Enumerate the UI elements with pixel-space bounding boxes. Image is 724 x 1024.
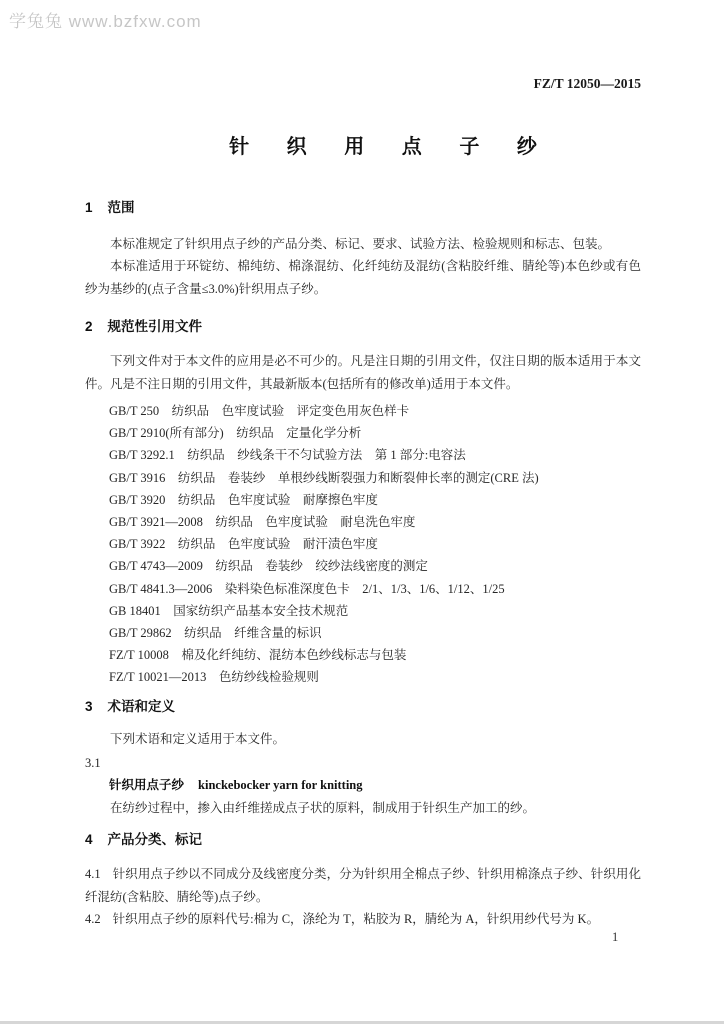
section-2-heading bbox=[85, 318, 641, 335]
page-content bbox=[85, 0, 641, 931]
section-3-heading bbox=[85, 698, 641, 715]
term-definition-text: 在纺纱过程中，掺入由纤维搓成点子状的原料，制成用于针织生产加工的纱。 bbox=[110, 800, 536, 815]
section-1-heading bbox=[85, 199, 641, 216]
section-3-number: 3 bbox=[85, 698, 93, 714]
reference-item: GB/T 3292.1 纺织品 纱线条干不匀试验方法 第 1 部分:电容法 bbox=[109, 448, 466, 463]
clause-4-2-number: 4.2 bbox=[85, 912, 101, 927]
term-chinese: 针织用点子纱 bbox=[109, 778, 185, 793]
scope-paragraph-2: 本标准适用于环锭纺、棉纯纺、棉涤混纺、化纤纯纺及混纺(含粘胶纤维、腈纶等)本色纱或有色纱为基纱的(点子含量≤3.0%)针织用点子纱。 bbox=[85, 259, 641, 296]
references-intro: 下列文件对于本文件的应用是必不可少的。凡是注日期的引用文件，仅注日期的版本适用于本文件。凡是不注日期的引用文件，其最新版本(包括所有的修改单)适用于本文件。 bbox=[85, 354, 641, 391]
section-1-title: 范围 bbox=[107, 200, 135, 215]
section-2-number: 2 bbox=[85, 319, 93, 335]
reference-item: GB 18401 国家纺织产品基本安全技术规范 bbox=[109, 603, 349, 618]
reference-item: GB/T 3921—2008 纺织品 色牢度试验 耐皂洗色牢度 bbox=[109, 515, 416, 530]
term-definition-heading bbox=[85, 774, 641, 796]
reference-item: GB/T 3922 纺织品 色牢度试验 耐汗渍色牢度 bbox=[109, 537, 378, 552]
clause-4-2 bbox=[85, 908, 641, 930]
term-english: kinckebocker yarn for knitting bbox=[198, 778, 363, 793]
clause-4-1-text: 针织用点子纱以不同成分及线密度分类，分为针织用全棉点子纱、针织用棉涤点子纱、针织用化纤混纺(含粘胶、腈纶等)点子纱。 bbox=[85, 867, 641, 904]
clause-4-1 bbox=[85, 863, 641, 908]
term-number: 3.1 bbox=[85, 756, 101, 771]
section-4-title: 产品分类、标记 bbox=[107, 832, 203, 848]
reference-item: FZ/T 10021—2013 色纺纱线检验规则 bbox=[109, 670, 319, 685]
scope-paragraph-1: 本标准规定了针织用点子纱的产品分类、标记、要求、试验方法、检验规则和标志、包装。 bbox=[110, 237, 611, 251]
page-number: 1 bbox=[612, 930, 619, 944]
reference-item: GB/T 3920 纺织品 色牢度试验 耐摩擦色牢度 bbox=[109, 492, 378, 507]
references-list bbox=[85, 400, 641, 689]
reference-item: GB/T 250 纺织品 色牢度试验 评定变色用灰色样卡 bbox=[109, 404, 410, 419]
terms-intro: 下列术语和定义适用于本文件。 bbox=[110, 731, 286, 746]
section-3-title: 术语和定义 bbox=[107, 698, 176, 714]
reference-item: FZ/T 10008 棉及化纤纯纺、混纺本色纱线标志与包装 bbox=[109, 648, 407, 663]
reference-item: GB/T 4743—2009 纺织品 卷装纱 绞纱法线密度的测定 bbox=[109, 559, 428, 574]
section-2-title: 规范性引用文件 bbox=[107, 319, 203, 335]
section-4-heading bbox=[85, 831, 641, 848]
reference-item: GB/T 4841.3—2006 染料染色标准深度色卡 2/1、1/3、1/6、1/12、1/25 bbox=[109, 581, 505, 596]
section-1-number: 1 bbox=[85, 200, 93, 215]
watermark: 学兔兔 www.bzfxw.com bbox=[9, 12, 202, 31]
document-title: 针 织 用 点 子 纱 bbox=[229, 136, 553, 158]
clause-4-2-text: 针织用点子纱的原料代号:棉为 C，涤纶为 T，粘胶为 R，腈纶为 A，针织用纱代号为 K。 bbox=[112, 912, 600, 927]
reference-item: GB/T 29862 纺织品 纤维含量的标识 bbox=[109, 626, 322, 641]
reference-item: GB/T 2910(所有部分) 纺织品 定量化学分析 bbox=[109, 426, 362, 441]
reference-item: GB/T 3916 纺织品 卷装纱 单根纱线断裂强力和断裂伸长率的测定(CRE 法) bbox=[109, 470, 539, 485]
section-4-number: 4 bbox=[85, 832, 93, 848]
clause-4-1-number: 4.1 bbox=[85, 867, 101, 882]
standard-number: FZ/T 12050—2015 bbox=[533, 76, 641, 91]
